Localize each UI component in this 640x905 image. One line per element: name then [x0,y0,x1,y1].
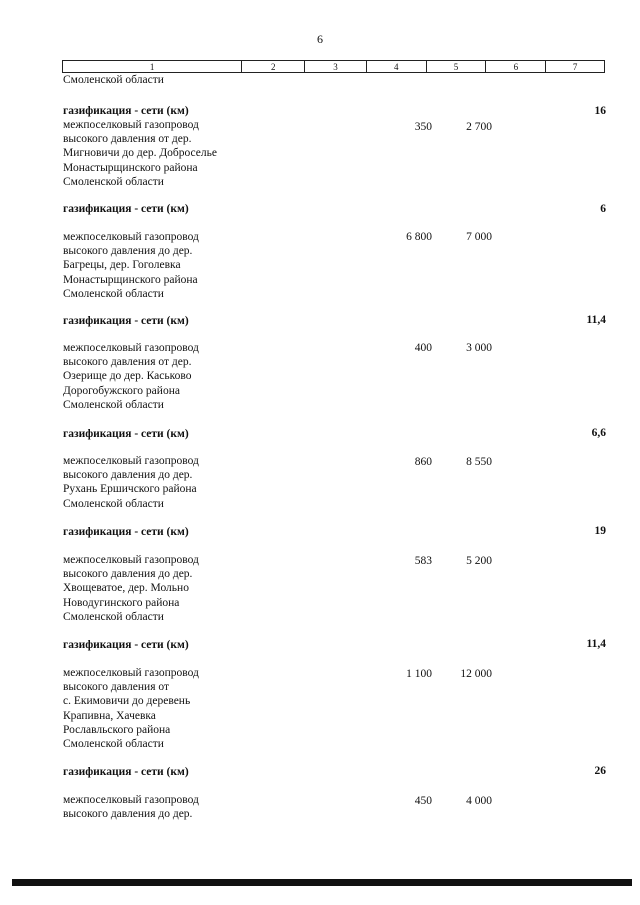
column-header-2: 2 [242,61,305,72]
description-line: высокого давления до дер. [63,568,193,581]
description-line: Дорогобужского района [63,384,180,397]
description-line: Монастырщинского района [63,273,198,286]
description-line: Смоленской области [63,287,164,300]
entry-col4-value: 860 [414,456,432,468]
description-line: Смоленской области [63,610,164,623]
description-line: Рославльского района [63,723,171,736]
entry-total: 16 [594,105,606,117]
entry-col4-value: 400 [414,342,432,354]
entry-description [63,454,199,511]
description-line: межпоселковый газопровод [63,554,199,566]
description-line: Смоленской области [63,738,164,751]
description-line: Новодугинского района [63,596,180,609]
column-header-5: 5 [427,61,487,72]
carryover-text: Смоленской области [63,74,164,86]
entry-total: 19 [594,525,606,537]
entry-description [63,793,199,821]
entry-col5-value: 12 000 [460,668,492,680]
description-line: межпоселковый газопровод [63,794,199,806]
entry-description [63,666,199,751]
description-line: межпоселковый газопровод [63,231,199,243]
description-line: высокого давления до дер. [63,469,193,482]
description-line: Крапивна, Хачевка [63,709,156,722]
description-line: Багрецы, дер. Гоголевка [63,259,181,272]
entry-col5-value: 2 700 [466,121,492,133]
description-line: межпоселковый газопровод [63,342,199,354]
entry-heading: газификация - сети (км) [63,105,189,117]
description-line: Смоленской области [63,497,164,510]
entry-col4-value: 350 [414,121,432,133]
entry-description [63,341,199,412]
entry-heading: газификация - сети (км) [63,428,189,440]
description-line: межпоселковый газопровод [63,667,199,679]
description-line: Мигновичи до дер. Добросельe [63,147,217,160]
entry-heading: газификация - сети (км) [63,766,189,778]
entry-total: 26 [594,765,606,777]
entry-heading: газификация - сети (км) [63,639,189,651]
entry-heading: газификация - сети (км) [63,315,189,327]
entry-description [63,230,199,301]
description-line: Смоленской области [63,175,164,188]
description-line: межпоселковый газопровод [63,455,199,467]
entry-col4-value: 6 800 [406,231,432,243]
description-line: высокого давления до дер. [63,808,193,821]
column-header-7: 7 [572,62,578,72]
page-number: 6 [317,32,323,46]
description-line: Хвощеватое, дер. Мольно [63,582,189,595]
entry-col4-value: 583 [414,555,432,567]
entry-col4-value: 1 100 [406,668,432,680]
description-line: Монастырщинского района [63,161,198,174]
entry-col5-value: 4 000 [466,795,492,807]
column-header-row [62,60,605,73]
description-line: Рухань Ершичского района [63,483,197,496]
column-header-4: 4 [367,61,427,72]
entry-heading: газификация - сети (км) [63,203,189,215]
entry-description [63,553,199,624]
entry-col5-value: 5 200 [466,555,492,567]
description-line: с. Екимовичи до деревень [63,695,191,708]
entry-heading: газификация - сети (км) [63,526,189,538]
description-line: высокого давления от дер. [63,356,192,369]
entry-col5-value: 7 000 [466,231,492,243]
description-line: Смоленской области [63,398,164,411]
column-header-3: 3 [305,61,367,72]
entry-col4-value: 450 [414,795,432,807]
bottom-scan-bar [12,879,632,886]
description-line: высокого давления от дер. [63,133,192,146]
entry-total: 11,4 [586,638,606,650]
entry-col5-value: 8 550 [466,456,492,468]
description-line: высокого давления от [63,681,169,694]
description-line: высокого давления до дер. [63,245,193,258]
entry-total: 11,4 [586,314,606,326]
entry-total: 6 [600,203,606,215]
entry-col5-value: 3 000 [466,342,492,354]
entry-description [63,118,217,189]
description-line: межпоселковый газопровод [63,119,199,131]
column-header-6: 6 [486,61,546,72]
description-line: Озерище до дер. Каськово [63,370,192,383]
column-header-1: 1 [63,61,242,72]
entry-total: 6,6 [591,427,606,439]
